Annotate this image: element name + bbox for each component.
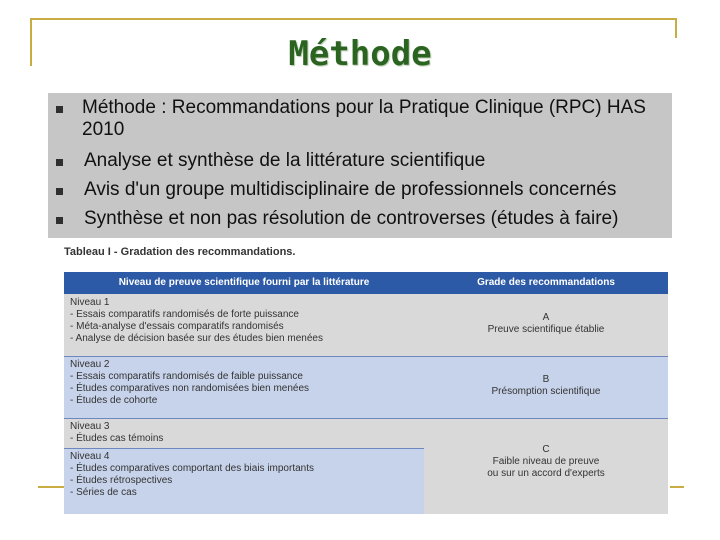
bullet-text: Synthèse et non pas résolution de controverses (études à faire) bbox=[84, 208, 619, 229]
grade-label: ou sur un accord d'experts bbox=[487, 468, 605, 479]
bullet-text: Méthode : Recommandations pour la Pratique Clinique (RPC) HAS 2010 bbox=[82, 97, 646, 140]
level-item: - Études comparatives non randomisées bien menées bbox=[70, 383, 310, 394]
slide-frame-bottom-right bbox=[670, 486, 684, 488]
slide-frame-bottom-left bbox=[38, 486, 66, 488]
recommendations-table bbox=[64, 272, 668, 514]
grade-letter: B bbox=[542, 374, 550, 385]
grade-label: Preuve scientifique établie bbox=[487, 324, 605, 335]
header-evidence-level: Niveau de preuve scientifique fourni par la littérature bbox=[118, 277, 370, 288]
row-divider bbox=[64, 356, 668, 357]
level-item: - Méta-analyse d'essais comparatifs randomisés bbox=[70, 321, 284, 332]
level-item: - Analyse de décision basée sur des études bien menées bbox=[70, 333, 323, 344]
header-grade: Grade des recommandations bbox=[477, 277, 615, 288]
bullet-text: Analyse et synthèse de la littérature scientifique bbox=[84, 150, 486, 171]
level-label: Niveau 3 bbox=[70, 421, 110, 432]
grade-letter: A bbox=[542, 312, 550, 323]
row-divider bbox=[64, 448, 424, 449]
evidence-cell bbox=[70, 421, 420, 445]
table-header bbox=[64, 272, 668, 294]
level-item: - Études rétrospectives bbox=[70, 475, 173, 486]
evidence-cell bbox=[70, 359, 420, 407]
level-label: Niveau 1 bbox=[70, 297, 110, 308]
evidence-cell bbox=[70, 451, 420, 499]
level-label: Niveau 4 bbox=[70, 451, 110, 462]
grade-label: Présomption scientifique bbox=[491, 386, 601, 397]
bullet-square-icon bbox=[56, 188, 63, 195]
level-item: - Essais comparatifs randomisés de forte puissance bbox=[70, 309, 299, 320]
grade-cell-a bbox=[424, 312, 668, 336]
slide-frame-top bbox=[30, 18, 677, 20]
row-divider bbox=[64, 418, 668, 419]
grade-cell-b bbox=[424, 374, 668, 398]
bullet-square-icon bbox=[56, 217, 63, 224]
slide-title: Méthode bbox=[288, 34, 432, 74]
bullet-text: Avis d'un groupe multidisciplinaire de professionnels concernés bbox=[84, 179, 617, 200]
bullet-square-icon bbox=[56, 159, 63, 166]
bullet-list bbox=[48, 93, 672, 238]
evidence-cell bbox=[70, 297, 420, 345]
bullet-square-icon bbox=[56, 106, 63, 113]
level-item: - Études de cohorte bbox=[70, 395, 158, 406]
grade-cell-c bbox=[424, 444, 668, 480]
level-item: - Séries de cas bbox=[70, 487, 137, 498]
level-label: Niveau 2 bbox=[70, 359, 110, 370]
grade-label: Faible niveau de preuve bbox=[492, 456, 600, 467]
table-caption: Tableau I - Gradation des recommandations. bbox=[64, 246, 296, 258]
grade-letter: C bbox=[542, 444, 550, 455]
level-item: - Études comparatives comportant des biais importants bbox=[70, 463, 314, 474]
level-item: - Essais comparatifs randomisés de faible puissance bbox=[70, 371, 303, 382]
level-item: - Études cas témoins bbox=[70, 433, 164, 444]
